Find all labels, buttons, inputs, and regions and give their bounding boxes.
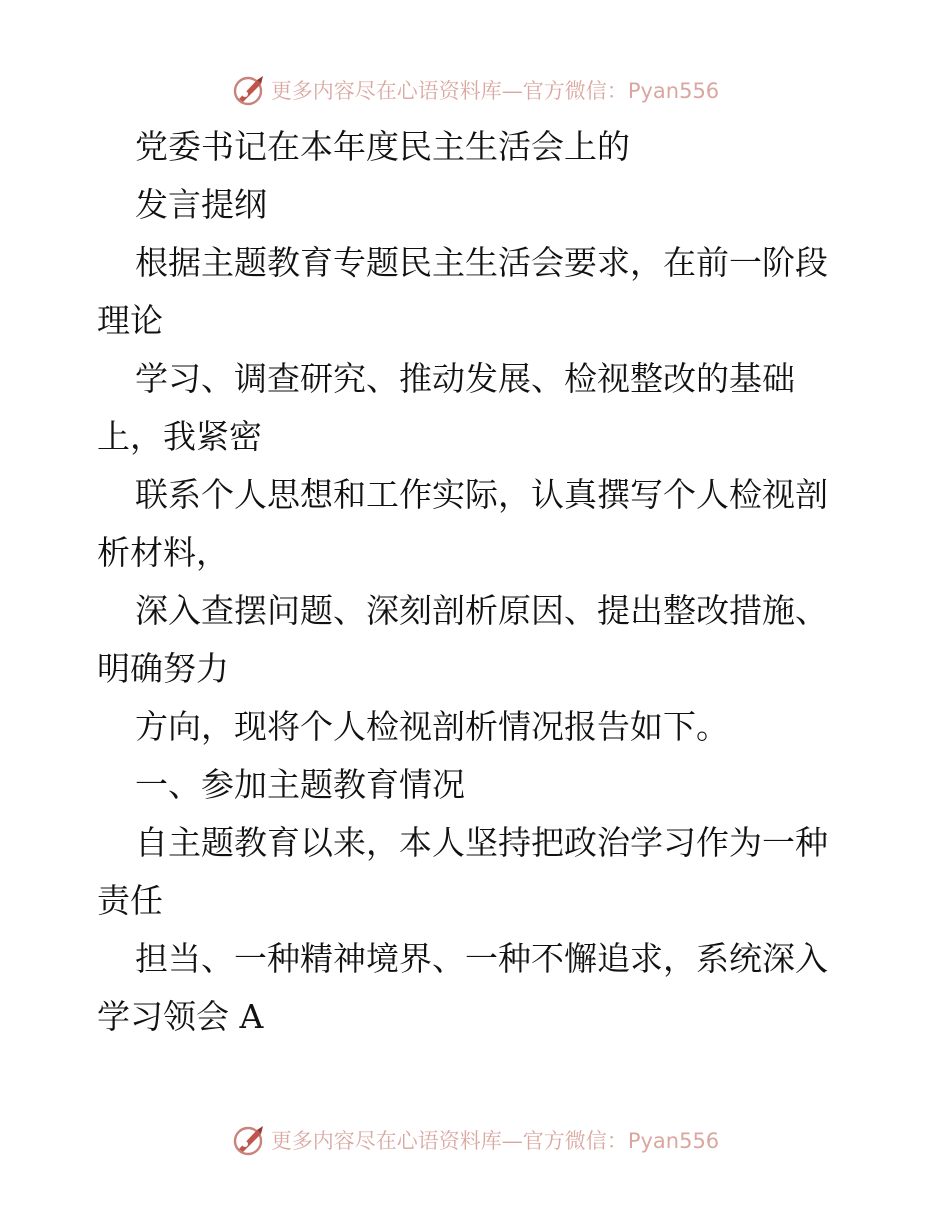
paragraph-line: 联系个人思想和工作实际，认真撰写个人检视剖 bbox=[135, 475, 828, 514]
document-title-line-1: 党委书记在本年度民主生活会上的 bbox=[135, 127, 630, 166]
footer-watermark-banner bbox=[0, 1120, 950, 1160]
paragraph-line: 学习、调查研究、推动发展、检视整改的基础 bbox=[135, 359, 795, 398]
paragraph-line: 理论 bbox=[97, 301, 163, 340]
footer-watermark-text: 更多内容尽在心语资料库—官方微信：Pyan556 bbox=[270, 1129, 720, 1153]
document-title-line-2: 发言提纲 bbox=[135, 185, 267, 224]
section-heading: 一、参加主题教育情况 bbox=[135, 765, 465, 804]
paragraph-line: 责任 bbox=[97, 881, 163, 920]
pen-globe-logo-icon bbox=[231, 1122, 267, 1158]
paragraph-line: 上，我紧密 bbox=[97, 417, 262, 456]
paragraph-line: 根据主题教育专题民主生活会要求，在前一阶段 bbox=[135, 243, 828, 282]
header-watermark-text: 更多内容尽在心语资料库—官方微信：Pyan556 bbox=[270, 79, 720, 103]
paragraph-line: 学习领会 A bbox=[97, 997, 264, 1036]
paragraph-line: 自主题教育以来，本人坚持把政治学习作为一种 bbox=[135, 823, 828, 862]
paragraph-line: 深入查摆问题、深刻剖析原因、提出整改措施、 bbox=[135, 591, 828, 630]
paragraph-line: 析材料， bbox=[97, 533, 229, 572]
pen-globe-logo-icon bbox=[231, 72, 267, 108]
header-watermark-banner bbox=[0, 70, 950, 110]
paragraph-line: 明确努力 bbox=[97, 649, 229, 688]
paragraph-line: 方向，现将个人检视剖析情况报告如下。 bbox=[135, 707, 729, 746]
document-body bbox=[97, 118, 857, 1046]
paragraph-line: 担当、一种精神境界、一种不懈追求，系统深入 bbox=[135, 939, 828, 978]
